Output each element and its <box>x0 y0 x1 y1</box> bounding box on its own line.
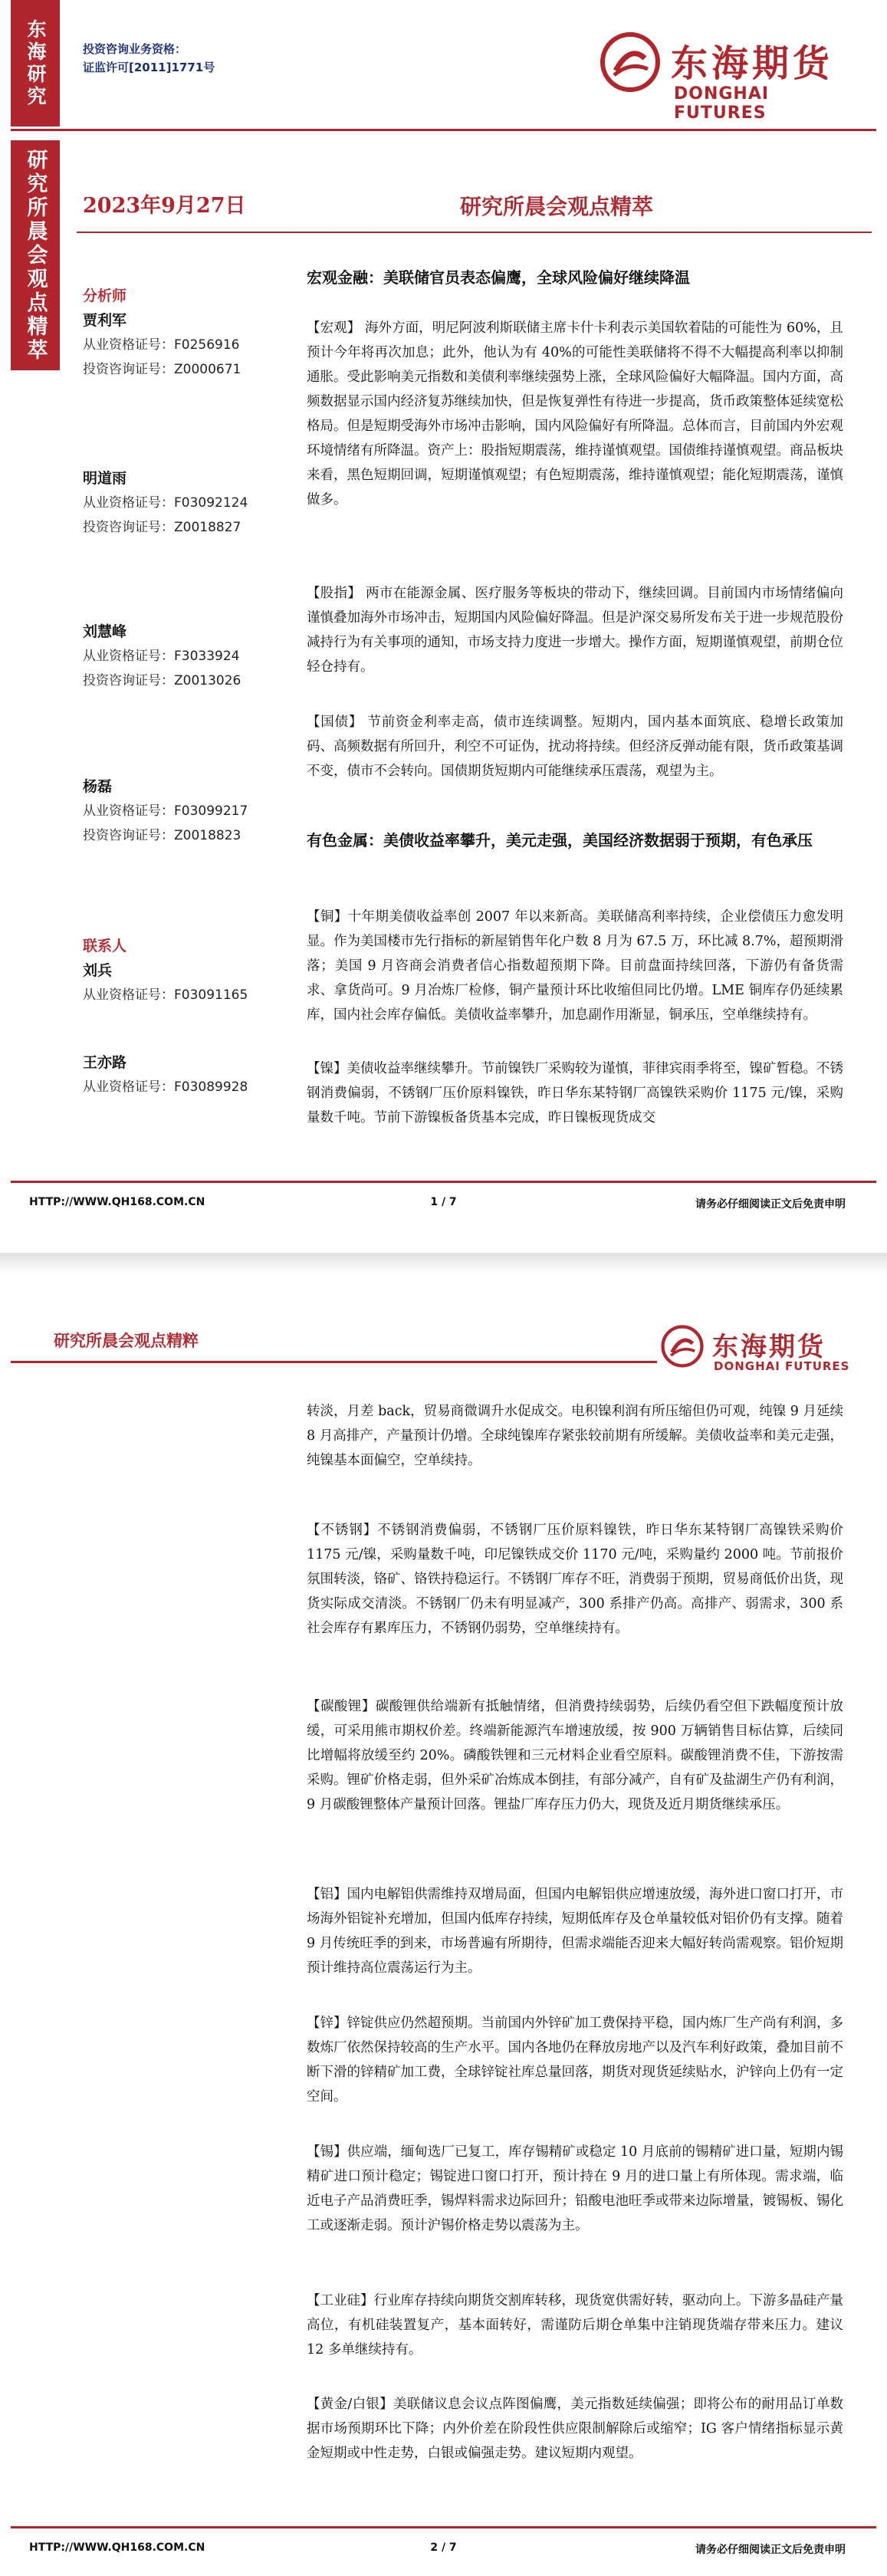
section-heading: 有色金属：美债收益率攀升，美元走强，美国经济数据弱于预期，有色承压 <box>307 831 813 849</box>
header-divider <box>11 1361 657 1363</box>
footer-disclaimer: 请务必仔细阅读正文后免责申明 <box>695 2544 846 2556</box>
paragraph-copper <box>307 905 843 1027</box>
company-logo <box>599 23 859 123</box>
paragraph-text: 【镍】美债收益率继续攀升。节前镍铁厂采购较为谨慎，菲律宾雨季将至，镍矿暂稳。不锈钢消费偏弱，不锈钢厂压价原料镍铁，昨日华东某特钢厂高镍铁采购价 1175 元/镍，采购量数千吨。节前下游镍板备货基本完成，昨日镍板现货成交 <box>307 1061 843 1125</box>
person-cert: 从业资格证号：F03089928 <box>83 1079 248 1095</box>
person-entry <box>83 1050 282 1099</box>
company-logo <box>660 1315 859 1376</box>
top-tab-label: 东海研究 <box>11 0 60 127</box>
page-1 <box>0 0 887 1273</box>
footer-divider <box>11 1181 876 1183</box>
person-name: 王亦路 <box>83 1054 127 1071</box>
person-name: 刘慧峰 <box>83 623 127 640</box>
report-title: 研究所晨会观点精萃 <box>460 194 654 219</box>
person-name: 刘兵 <box>83 962 113 979</box>
paragraph-text: 【铜】十年期美债收益率创 2007 年以来新高。美联储高利率持续，企业偿债压力愈发明显。作为美国楼市先行指标的新屋销售年化户数 8 月为 67.5 万，环比减 8.7%，超预期滑落；美国 9 月咨商会消费者信心指数超预期下降。目前盘面持续回落，下游仍有备货需求、拿货尚可。9 月冶炼厂检修，铜产量预计环比收缩但同比仍增。LME 铜库存仍延续累库，国内社会库存偏低。美债收益率攀升，加息副作用渐显，铜承压，空单继续持有。 <box>307 909 843 1023</box>
paragraph-nickel-cont <box>307 1399 843 1473</box>
paragraph-text: 转淡，月差 back，贸易商微调升水促成交。电积镍利润有所压缩但仍可观，纯镍 9 月延续 8 月高排产，产量预计仍增。全球纯镍库存紧张较前期有所缓解。美债收益率和美元走强，纯镍基本面偏空，空单续持。 <box>307 1404 843 1468</box>
person-cert: 投资咨询证号：Z0000671 <box>83 362 241 377</box>
license-line-2: 证监许可[2011]1771号 <box>83 61 215 74</box>
paragraph-gold-silver <box>307 2392 843 2466</box>
person-cert: 从业资格证号：F03091165 <box>83 987 248 1003</box>
person-cert: 从业资格证号：F03099217 <box>83 803 248 819</box>
logo-text-cn: 东海期货 <box>671 42 834 85</box>
paragraph-text: 【锌】锌锭供应仍然超预期。当前国内外锌矿加工费保持平稳，国内炼厂生产尚有利润，多数炼厂依然保持较高的生产水平。国内各地仍在释放房地产以及汽车利好政策，叠加目前不断下滑的锌精矿加工费，全球锌锭社库总量回落，期货对现货延续贴水，沪锌向上仍有一定空间。 <box>307 2016 843 2104</box>
paragraph-stock-index <box>307 581 843 679</box>
footer-url[interactable]: HTTP://WWW.QH168.COM.CN <box>29 1196 205 1208</box>
paragraph-text: 【碳酸锂】碳酸锂供给端新有抵触情绪，但消费持续弱势，后续仍看空但下跌幅度预计放缓，可采用熊市期权价差。终端新能源汽车增速放缓，按 900 万辆销售目标估算，后续同比增幅将放缓至约 20%。磷酸铁锂和三元材料企业看空原料。碳酸锂消费不佳，下游按需采购。锂矿价格走弱，但外采矿冶炼成本倒挂，有部分减产，自有矿及盐湖生产仍有利润，9 月碳酸锂整体产量预计回落。锂盐厂库存压力仍大，现货及近月期货继续承压。 <box>307 1699 843 1812</box>
paragraph-text: 【不锈钢】不锈钢消费偏弱，不锈钢厂压价原料镍铁，昨日华东某特钢厂高镍铁采购价 1175 元/镍，采购量数千吨，印尼镍铁成交价 1170 元/吨，采购量约 2000 吨。节前报价氛围转淡，铬矿、铬铁持稳运行。不锈钢厂库存不旺，消费弱于预期，贸易商低价出货，现货实际成交清淡。不锈钢厂仍未有明显减产，300 系排产仍高。高排产、弱需求，300 系社会库存有累库压力，不锈钢仍弱势，空单继续持有。 <box>307 1523 843 1636</box>
footer-url[interactable]: HTTP://WWW.QH168.COM.CN <box>29 2542 205 2554</box>
person-cert: 从业资格证号：F0256916 <box>83 337 240 353</box>
footer-disclaimer: 请务必仔细阅读正文后免责申明 <box>695 1198 846 1211</box>
section-heading-block <box>307 828 843 853</box>
logo-mark-icon <box>660 1324 705 1368</box>
person-cert: 从业资格证号：F3033924 <box>83 649 240 664</box>
page-gap-shadow <box>0 1253 887 1273</box>
person-cert: 投资咨询证号：Z0013026 <box>83 673 241 688</box>
person-name: 杨磊 <box>83 778 113 795</box>
person-entry <box>83 466 282 540</box>
section-label: 分析师 <box>83 288 127 304</box>
logo-text-en: DONGHAI FUTURES <box>714 1359 850 1373</box>
logo-text-cn: 东海期货 <box>712 1332 826 1362</box>
page-number: 1 / 7 <box>430 1196 457 1208</box>
person-cert: 投资咨询证号：Z0018823 <box>83 828 241 843</box>
paragraph-text: 【锡】供应端，缅甸选厂已复工，库存锡精矿或稳定 10 月底前的锡精矿进口量，短期内锡精矿进口预计稳定；锡锭进口窗口打开，预计持在 9 月的进口量上有所体现。需求端，临近电子产品消费旺季，锡焊料需求边际回升；铅酸电池旺季或带来边际增量，镀锡板、锡化工或逐渐走弱。预计沪锡价格走势以震荡为主。 <box>307 2144 843 2233</box>
person-name: 贾利军 <box>83 312 127 329</box>
paragraph-macro <box>307 316 843 512</box>
paragraph-stainless <box>307 1518 843 1641</box>
person-entry <box>83 934 282 1007</box>
person-entry <box>83 774 282 848</box>
paragraph-lithium <box>307 1694 843 1817</box>
paragraph-text: 【工业硅】行业库存持续向期货交割库转移，现货宽供需好转，驱动向上。下游多晶硅产量高位，有机硅装置复产，基本面转好，需谨防后期仓单集中注销现货端存带来压力。建议 12 多单继续持有。 <box>307 2293 843 2358</box>
person-cert: 投资咨询证号：Z0018827 <box>83 520 241 535</box>
paragraph-text: 【股指】 两市在能源金属、医疗服务等板块的带动下，继续回调。目前国内市场情绪偏向谨慎叠加海外市场冲击，短期国内风险偏好降温。但是沪深交易所发布关于进一步规范股份减持行为有关事项的通知，市场支持力度进一步增大。操作方面，短期谨慎观望，前期仓位轻仓持有。 <box>307 586 843 675</box>
paragraph-text: 【宏观】 海外方面，明尼阿波利斯联储主席卡什卡利表示美国软着陆的可能性为 60%，且预计今年将再次加息；此外，他认为有 40%的可能性美联储将不得不大幅提高利率以抑制通胀。受此影响美元指数和美债利率继续强势上涨，全球风险偏好大幅降温。国内方面，高频数据显示国内经济复苏继续加快，但是恢复弹性有待进一步提高，货币政策整体延续宽松格局。但是短期受海外市场冲击影响，国内风险偏好有所降温。总体而言，目前国内外宏观环境情绪有所降温。资产上：股指短期震荡，维持谨慎观望。国债维持谨慎观望。商品板块来看，黑色短期回调，短期谨慎观望；有色短期震荡，维持谨慎观望；能化短期震荡，谨慎做多。 <box>307 320 843 508</box>
paragraph-bond <box>307 710 843 784</box>
paragraph-silicon <box>307 2288 843 2362</box>
section-heading: 宏观金融：美联储官员表态偏鹰，全球风险偏好继续降温 <box>307 268 690 287</box>
page-header-title: 研究所晨会观点精粹 <box>54 1332 199 1350</box>
license-line-1: 投资咨询业务资格： <box>83 42 187 56</box>
side-tab-label: 研究所晨会观点精萃 <box>11 140 60 370</box>
paragraph-text: 【国债】 节前资金利率走高，债市连续调整。短期内，国内基本面筑底、稳增长政策加码、高频数据有所回升，利空不可证伪，扰动将持续。但经济反弹动能有限，货币政策基调不变，债市不会转向。国债期货短期内可能继续承压震荡，观望为主。 <box>307 715 843 779</box>
header-divider <box>11 129 876 131</box>
paragraph-tin <box>307 2140 843 2238</box>
person-entry <box>83 619 282 693</box>
section-label: 联系人 <box>83 938 127 955</box>
title-divider <box>77 232 872 233</box>
paragraph-zinc <box>307 2011 843 2109</box>
paragraph-text: 【铝】国内电解铝供需维持双增局面，但国内电解铝供应增速放缓，海外进口窗口打开，市场海外铝锭补充增加，但国内低库存持续，短期低库存及仓单量较低对铝价仍有支撑。随着 9 月传统旺季的到来，市场普遍有所期待，但需求端能否迎来大幅好转尚需观察。铝价短期预计维持高位震荡运行为主。 <box>307 1887 843 1976</box>
page-2 <box>0 1315 887 2576</box>
logo-text-en: DONGHAI FUTURES <box>674 84 770 123</box>
paragraph-aluminium <box>307 1882 843 1980</box>
main-column <box>307 265 843 290</box>
person-cert: 从业资格证号：F03092124 <box>83 495 248 511</box>
report-date: 2023年9月27日 <box>83 194 246 218</box>
license-info <box>83 40 215 77</box>
page-number: 2 / 7 <box>430 2542 457 2554</box>
paragraph-text: 【黄金/白银】美联储议息会议点阵图偏鹰，美元指数延续偏强；即将公布的耐用品订单数据市场预期环比下降；内外价差在阶段性供应限制解除后或缩窄；IG 客户情绪指标显示黄金短期或中性走势，白银或偏强走势。建议短期内观望。 <box>307 2397 843 2461</box>
logo-mark-icon <box>599 31 662 94</box>
person-name: 明道雨 <box>83 470 127 487</box>
footer-divider <box>11 2526 876 2528</box>
person-entry <box>83 284 282 382</box>
paragraph-nickel <box>307 1056 843 1130</box>
